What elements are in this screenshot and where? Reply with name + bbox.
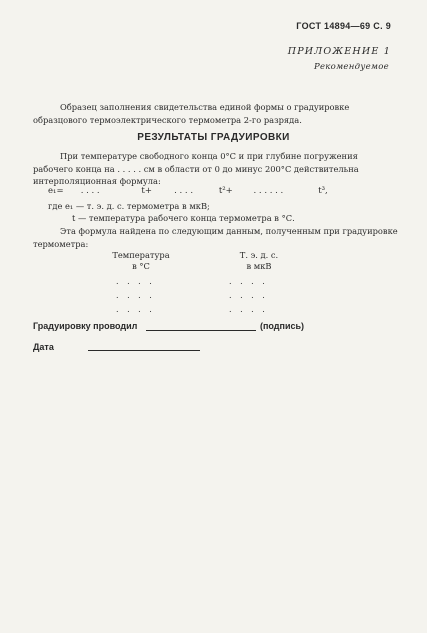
table-cell: . . . . [116, 305, 155, 314]
body-paragraph-2: Эта формула найдена по следующим данным, полученным при градуировке термометра: [33, 226, 398, 249]
table-col-temperature-header [106, 250, 176, 271]
signature-line[interactable] [146, 330, 256, 331]
section-title: РЕЗУЛЬТАТЫ ГРАДУИРОВКИ [137, 132, 290, 143]
table-col-emf-header [224, 250, 294, 271]
date-line[interactable] [88, 350, 200, 351]
appendix-status: Рекомендуемое [313, 62, 389, 72]
formula-term-t: t+ [141, 186, 152, 196]
signature-label: Градуировку проводил [33, 321, 138, 331]
col-emf-line1: Т. э. д. с. [239, 250, 279, 260]
formula-term-t2: t²+ [218, 186, 233, 196]
body-paragraph-1: При температуре свободного конца 0°С и при глубине погружения рабочего конца на . . . . . см в области от 0 до минус 200°С действительна интерполяционная формула: [33, 151, 359, 187]
appendix-title: ПРИЛОЖЕНИЕ 1 [287, 46, 391, 57]
standard-reference: ГОСТ 14894—69 С. 9 [296, 21, 391, 31]
date-label: Дата [33, 342, 54, 352]
formula-dots-b: . . . . [174, 186, 194, 196]
table-cell: . . . . [116, 291, 155, 300]
legend-e1: где e₁ — т. э. д. с. термометра в мкВ; [48, 201, 210, 211]
formula-dots-c: . . . . . . [253, 186, 284, 196]
col-emf-line2: в мкВ [246, 260, 272, 271]
formula-term-t3: t³, [318, 186, 328, 196]
legend-t: t — температура рабочего конца термометра в °С. [72, 213, 295, 223]
intro-paragraph: Образец заполнения свидетельства единой формы о градуировке образцового термоэлектрического термометра 2-го разряда. [33, 102, 350, 125]
col-temperature-line2: в °С [132, 260, 150, 271]
interpolation-formula [48, 186, 328, 196]
table-cell: . . . . [116, 277, 155, 286]
col-temperature-line1: Температура [112, 250, 170, 260]
formula-dots-a: . . . . [80, 186, 100, 196]
table-cell: . . . . [229, 305, 268, 314]
table-cell: . . . . [229, 291, 268, 300]
formula-lhs: e₁= [48, 186, 64, 196]
table-col-temperature-values [116, 275, 155, 317]
table-col-emf-values [229, 275, 268, 317]
signature-caption: (подпись) [260, 321, 305, 331]
table-cell: . . . . [229, 277, 268, 286]
